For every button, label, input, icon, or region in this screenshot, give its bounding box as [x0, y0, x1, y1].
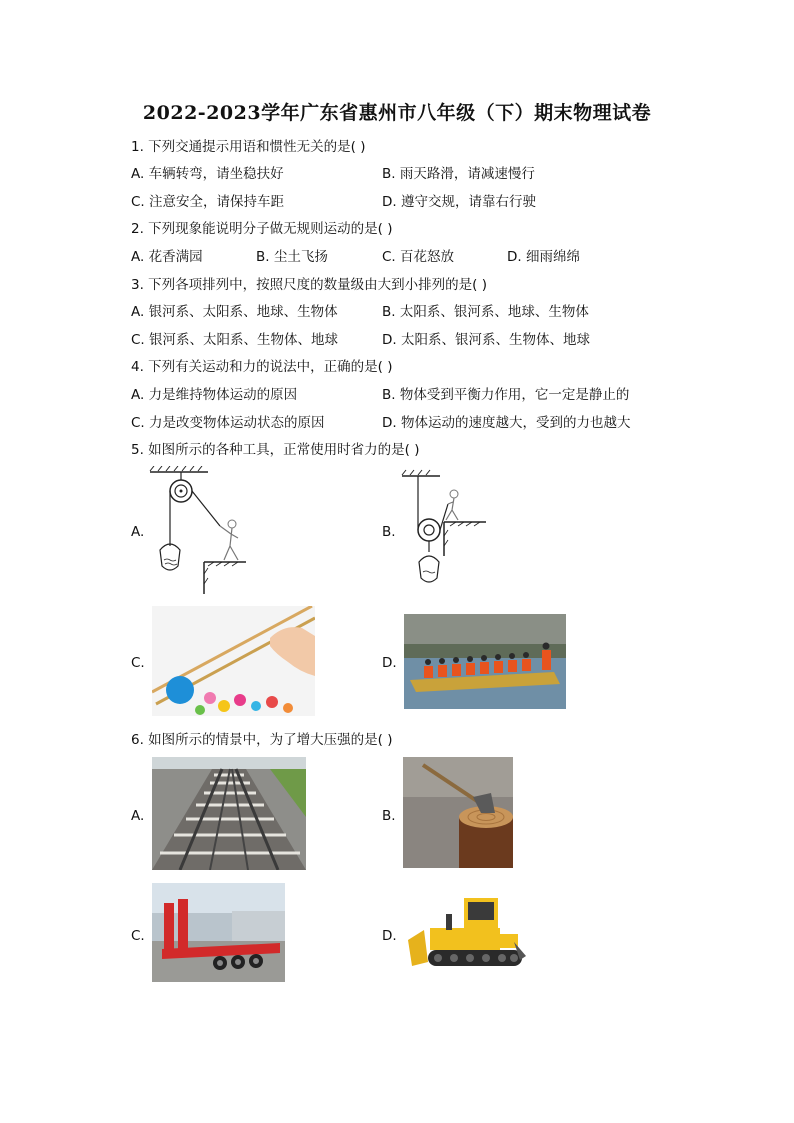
chopsticks-photo	[152, 606, 315, 716]
flatbed-trailer-photo	[152, 883, 285, 982]
question-2-option-a[interactable]: A. 花香满园	[131, 249, 203, 265]
question-4-stem: 4. 下列有关运动和力的说法中，正确的是( )	[131, 359, 393, 375]
railway-track-photo	[152, 757, 306, 870]
question-4-option-c[interactable]: C. 力是改变物体运动状态的原因	[131, 415, 325, 431]
question-3-option-a[interactable]: A. 银河系、太阳系、地球、生物体	[131, 304, 338, 320]
question-5-option-c-label[interactable]: C.	[131, 655, 145, 671]
question-5-stem: 5. 如图所示的各种工具，正常使用时省力的是( )	[131, 442, 420, 458]
question-3-option-d[interactable]: D. 太阳系、银河系、生物体、地球	[382, 332, 590, 348]
question-2-stem: 2. 下列现象能说明分子做无规则运动的是( )	[131, 221, 393, 237]
movable-pulley-diagram	[400, 466, 490, 594]
fixed-pulley-diagram	[148, 466, 252, 596]
question-3-option-b[interactable]: B. 太阳系、银河系、地球、生物体	[382, 304, 589, 320]
axe-in-stump-photo	[403, 757, 513, 868]
question-2-option-b[interactable]: B. 尘土飞扬	[256, 249, 328, 265]
question-1-option-c[interactable]: C. 注意安全，请保持车距	[131, 194, 285, 210]
question-4-option-b[interactable]: B. 物体受到平衡力作用，它一定是静止的	[382, 387, 630, 403]
question-4-option-a[interactable]: A. 力是维持物体运动的原因	[131, 387, 298, 403]
question-6-option-c-label[interactable]: C.	[131, 928, 145, 944]
page-title: 2022-2023学年广东省惠州市八年级（下）期末物理试卷	[142, 102, 652, 124]
dragon-boat-photo	[404, 614, 566, 709]
question-6-option-a-label[interactable]: A.	[131, 808, 145, 824]
question-6-stem: 6. 如图所示的情景中，为了增大压强的是( )	[131, 732, 393, 748]
question-1-stem: 1. 下列交通提示用语和惯性无关的是( )	[131, 139, 366, 155]
question-5-option-b-label[interactable]: B.	[382, 524, 396, 540]
question-6-option-d-label[interactable]: D.	[382, 928, 397, 944]
question-1-option-d[interactable]: D. 遵守交规，请靠右行驶	[382, 194, 536, 210]
question-3-option-c[interactable]: C. 银河系、太阳系、生物体、地球	[131, 332, 339, 348]
question-4-option-d[interactable]: D. 物体运动的速度越大，受到的力也越大	[382, 415, 631, 431]
question-1-option-a[interactable]: A. 车辆转弯，请坐稳扶好	[131, 166, 284, 182]
question-2-option-c[interactable]: C. 百花怒放	[382, 249, 455, 265]
bulldozer-photo	[404, 890, 528, 974]
question-5-option-a-label[interactable]: A.	[131, 524, 145, 540]
question-5-option-d-label[interactable]: D.	[382, 655, 397, 671]
question-1-option-b[interactable]: B. 雨天路滑，请减速慢行	[382, 166, 535, 182]
question-6-option-b-label[interactable]: B.	[382, 808, 396, 824]
question-3-stem: 3. 下列各项排列中，按照尺度的数量级由大到小排列的是( )	[131, 277, 487, 293]
question-2-option-d[interactable]: D. 细雨绵绵	[507, 249, 580, 265]
